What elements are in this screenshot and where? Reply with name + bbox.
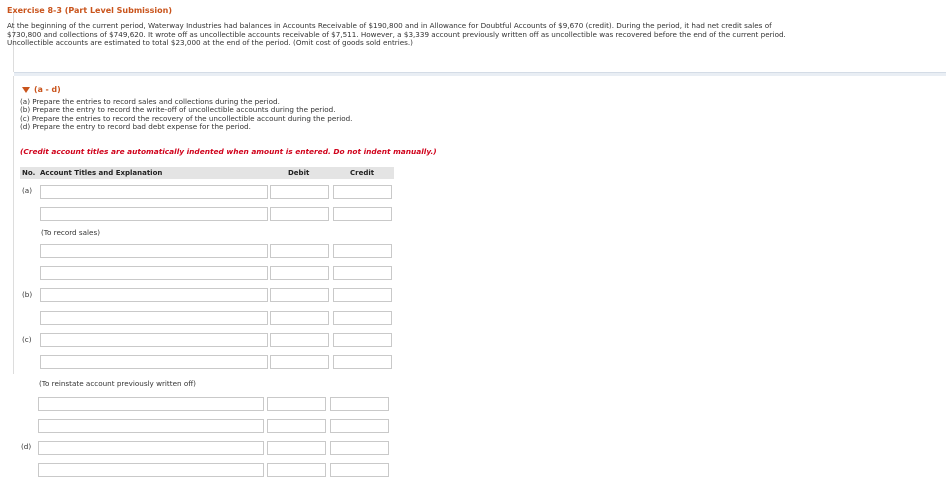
- header-account-titles: Account Titles and Explanation: [40, 169, 163, 177]
- entry-label-c: (c): [22, 335, 32, 344]
- debit-input[interactable]: [270, 207, 329, 221]
- debit-input[interactable]: [270, 311, 329, 325]
- instruction-item: (c) Prepare the entries to record the recovery of the uncollectible account during the period.: [20, 113, 353, 123]
- account-title-input[interactable]: [40, 288, 268, 302]
- problem-text-line: At the beginning of the current period, Waterway Industries had balances in Accounts Receivable of $190,800 and in Allowance for Doubtful Accounts of $9,670 (credit). During the period, it had net credit sales of: [7, 21, 772, 30]
- debit-input[interactable]: [270, 266, 329, 280]
- problem-text-line: Uncollectible accounts are estimated to total $23,000 at the end of the period. (Omit cost of goods sold entries.): [7, 38, 413, 48]
- entry-explanation: (To reinstate account previously written off): [39, 379, 196, 388]
- header-no: No.: [22, 169, 36, 177]
- entry-label-a: (a): [22, 186, 33, 195]
- debit-input[interactable]: [270, 288, 329, 302]
- debit-input[interactable]: [267, 397, 326, 411]
- journal-header: [20, 167, 394, 179]
- credit-input[interactable]: [333, 288, 392, 302]
- credit-input[interactable]: [330, 397, 389, 411]
- account-title-input[interactable]: [38, 419, 264, 433]
- problem-text: [7, 22, 925, 48]
- account-title-input[interactable]: [40, 207, 268, 221]
- debit-input[interactable]: [267, 463, 326, 477]
- account-title-input[interactable]: [40, 185, 268, 199]
- account-title-input[interactable]: [40, 355, 268, 369]
- triangle-down-icon: [22, 87, 30, 93]
- credit-input[interactable]: [330, 441, 389, 455]
- indent-note: (Credit account titles are automatically indented when amount is entered. Do not indent manually.): [20, 147, 437, 156]
- debit-input[interactable]: [270, 333, 329, 347]
- credit-input[interactable]: [333, 185, 392, 199]
- credit-input[interactable]: [333, 244, 392, 258]
- instructions-list: [20, 98, 352, 132]
- header-credit: Credit: [350, 169, 375, 177]
- debit-input[interactable]: [270, 355, 329, 369]
- credit-input[interactable]: [333, 355, 392, 369]
- instruction-item: (d) Prepare the entry to record bad debt expense for the period.: [20, 122, 251, 132]
- header-debit: Debit: [288, 169, 310, 177]
- credit-input[interactable]: [333, 207, 392, 221]
- credit-input[interactable]: [330, 463, 389, 477]
- account-title-input[interactable]: [38, 441, 264, 455]
- credit-input[interactable]: [333, 311, 392, 325]
- debit-input[interactable]: [270, 185, 329, 199]
- entry-explanation: (To record sales): [41, 228, 101, 237]
- debit-input[interactable]: [270, 244, 329, 258]
- instruction-item: (b) Prepare the entry to record the write-off of uncollectible accounts during the period.: [20, 105, 336, 115]
- credit-input[interactable]: [330, 419, 389, 433]
- entry-label-d: (d): [21, 442, 32, 451]
- account-title-input[interactable]: [38, 397, 264, 411]
- problem-text-line: $730,800 and collections of $749,620. It wrote off as uncollectible accounts receivable of $7,511. However, a $3,339 account previously written off as uncollectible was recovered before the end of the current period.: [7, 29, 786, 39]
- debit-input[interactable]: [267, 419, 326, 433]
- account-title-input[interactable]: [40, 333, 268, 347]
- account-title-input[interactable]: [40, 266, 268, 280]
- debit-input[interactable]: [267, 441, 326, 455]
- exercise-title: Exercise 8-3 (Part Level Submission): [7, 6, 173, 15]
- instruction-item: (a) Prepare the entries to record sales and collections during the period.: [20, 97, 280, 106]
- credit-input[interactable]: [333, 266, 392, 280]
- account-title-input[interactable]: [40, 311, 268, 325]
- account-title-input[interactable]: [38, 463, 264, 477]
- credit-input[interactable]: [333, 333, 392, 347]
- account-title-input[interactable]: [40, 244, 268, 258]
- entry-label-b: (b): [22, 290, 33, 299]
- part-toggle-label: (a - d): [34, 85, 61, 94]
- part-toggle[interactable]: [22, 85, 61, 94]
